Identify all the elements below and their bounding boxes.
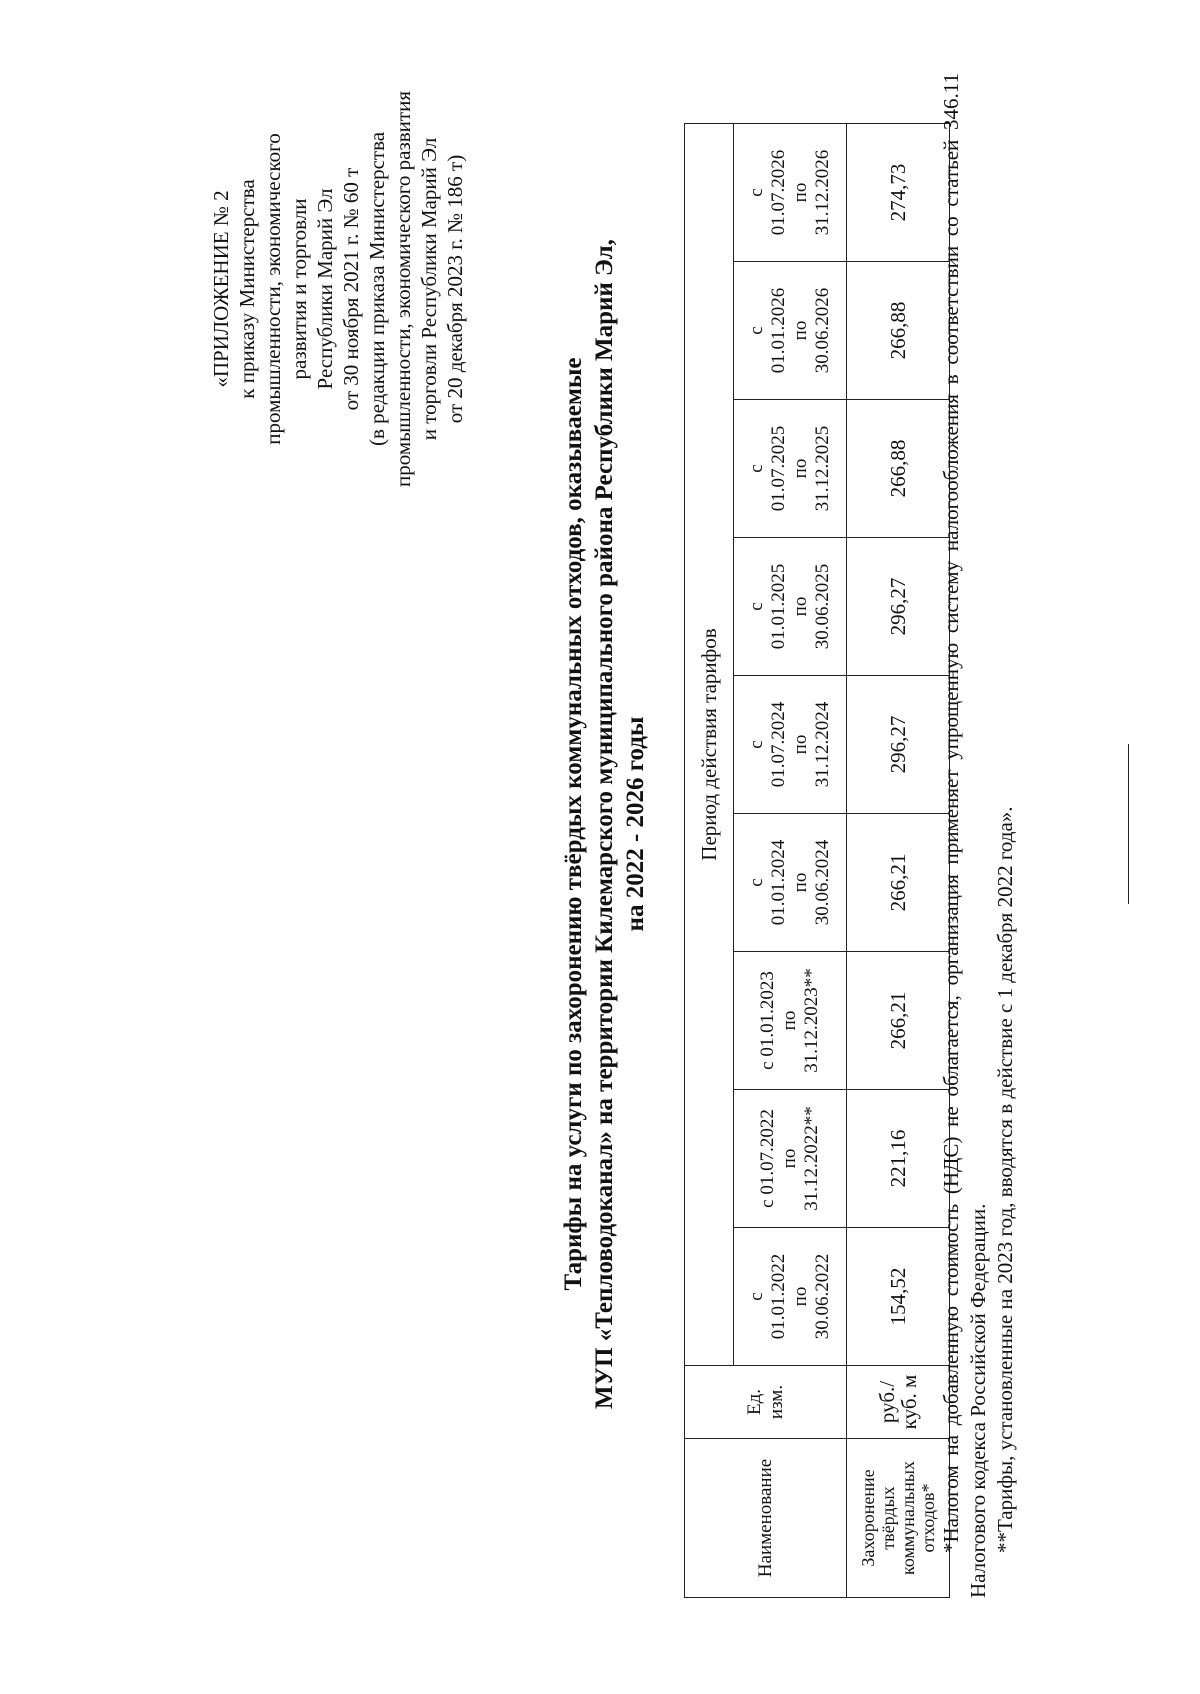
period-line: по	[790, 458, 811, 479]
title-line: на 2022 - 2026 годы	[622, 716, 649, 932]
document-title	[558, 54, 651, 1594]
tariff-value: 266,88	[847, 400, 950, 538]
header-period	[734, 1090, 847, 1228]
period-line: по	[790, 734, 811, 755]
period-line: с	[746, 740, 767, 749]
appendix-line: к приказу Министерства	[235, 179, 259, 399]
header-period	[734, 952, 847, 1090]
period-line: по	[790, 320, 811, 341]
appendix-line: и торговли Республики Марий Эл	[417, 137, 441, 441]
period-line: 30.06.2024	[812, 839, 833, 926]
period-line: 01.01.2024	[768, 839, 789, 926]
header-unit: Ед. изм.	[685, 1366, 847, 1439]
tariff-value: 221,16	[847, 1090, 950, 1228]
period-line: 01.07.2024	[768, 701, 789, 788]
period-line: 01.07.2025	[768, 425, 789, 512]
period-line: 30.06.2026	[812, 287, 833, 374]
tariff-value: 274,73	[847, 124, 950, 262]
period-line: 01.07.2026	[768, 149, 789, 236]
footnotes	[938, 73, 1019, 1598]
header-period	[734, 1228, 847, 1366]
tariff-value: 266,21	[847, 952, 950, 1090]
tariff-value: 296,27	[847, 676, 950, 814]
header-period	[734, 814, 847, 952]
period-line: 01.01.2025	[768, 563, 789, 650]
appendix-line: промышленности, экономического	[261, 133, 285, 445]
title-line: МУП «Тепловодоканал» на территории Килемарского муниципального района Республики Марий Эл,	[591, 239, 618, 1409]
period-line: с 01.07.2022	[757, 1109, 778, 1208]
header-period-group: Период действия тарифов	[685, 124, 734, 1366]
appendix-line: от 30 ноября 2021 г. № 60 т	[339, 167, 363, 411]
header-period	[734, 400, 847, 538]
header-period	[734, 124, 847, 262]
period-line: 01.01.2022	[768, 1253, 789, 1340]
period-line: 31.12.2022**	[801, 1106, 822, 1211]
period-line: с 01.01.2023	[757, 971, 778, 1070]
tariff-value: 266,88	[847, 262, 950, 400]
period-line: с	[746, 1292, 767, 1301]
period-line: 31.12.2024	[812, 701, 833, 788]
row-unit: руб./ куб. м	[847, 1366, 950, 1439]
tariff-value: 296,27	[847, 538, 950, 676]
period-line: с	[746, 602, 767, 611]
period-line: 31.12.2025	[812, 425, 833, 512]
appendix-line: развития и торговли	[287, 198, 311, 380]
period-line: по	[790, 1286, 811, 1307]
appendix-line: (в редакции приказа Министерства	[365, 131, 389, 447]
appendix-line: промышленности, экономического развития	[391, 91, 415, 488]
period-line: с	[746, 878, 767, 887]
period-line: с	[746, 188, 767, 197]
footnote-2023: **Тарифы, установленные на 2023 год, вводятся в действие с 1 декабря 2022 года».	[993, 806, 1017, 1553]
period-line: с	[746, 326, 767, 335]
appendix-line: от 20 декабря 2023 г. № 186 т)	[443, 154, 467, 424]
tariff-value: 266,21	[847, 814, 950, 952]
separator-line	[1128, 744, 1129, 904]
title-line: Тарифы на услуги по захоронению твёрдых коммунальных отходов, оказываемые	[560, 357, 587, 1291]
period-line: с	[746, 464, 767, 473]
tariff-value: 154,52	[847, 1228, 950, 1366]
period-line: 31.12.2023**	[801, 968, 822, 1073]
period-line: 30.06.2025	[812, 563, 833, 650]
period-line: по	[790, 872, 811, 893]
appendix-line: «ПРИЛОЖЕНИЕ № 2	[209, 190, 233, 388]
table-row	[847, 124, 950, 1598]
period-line: по	[779, 1148, 800, 1169]
header-period	[734, 262, 847, 400]
period-line: 31.12.2026	[812, 149, 833, 236]
period-line: 01.01.2026	[768, 287, 789, 374]
period-line: по	[790, 596, 811, 617]
row-name: Захоронение твёрдых коммунальных отходов*	[847, 1439, 950, 1598]
footnote-vat: *Налогом на добавленную стоимость (НДС) не облагается, организация применяет упрощенную систему налогообложения в соответствии со статьей 346.11 Налогового кодекса Российской Федерации.	[939, 73, 990, 1598]
period-line: по	[790, 182, 811, 203]
period-line: 30.06.2022	[812, 1253, 833, 1340]
header-period	[734, 676, 847, 814]
header-period	[734, 538, 847, 676]
period-line: по	[779, 1010, 800, 1031]
appendix-block	[208, 54, 468, 524]
header-name: Наименование	[685, 1439, 847, 1598]
appendix-line: Республики Марий Эл	[313, 188, 337, 390]
tariffs-table	[684, 123, 950, 1598]
